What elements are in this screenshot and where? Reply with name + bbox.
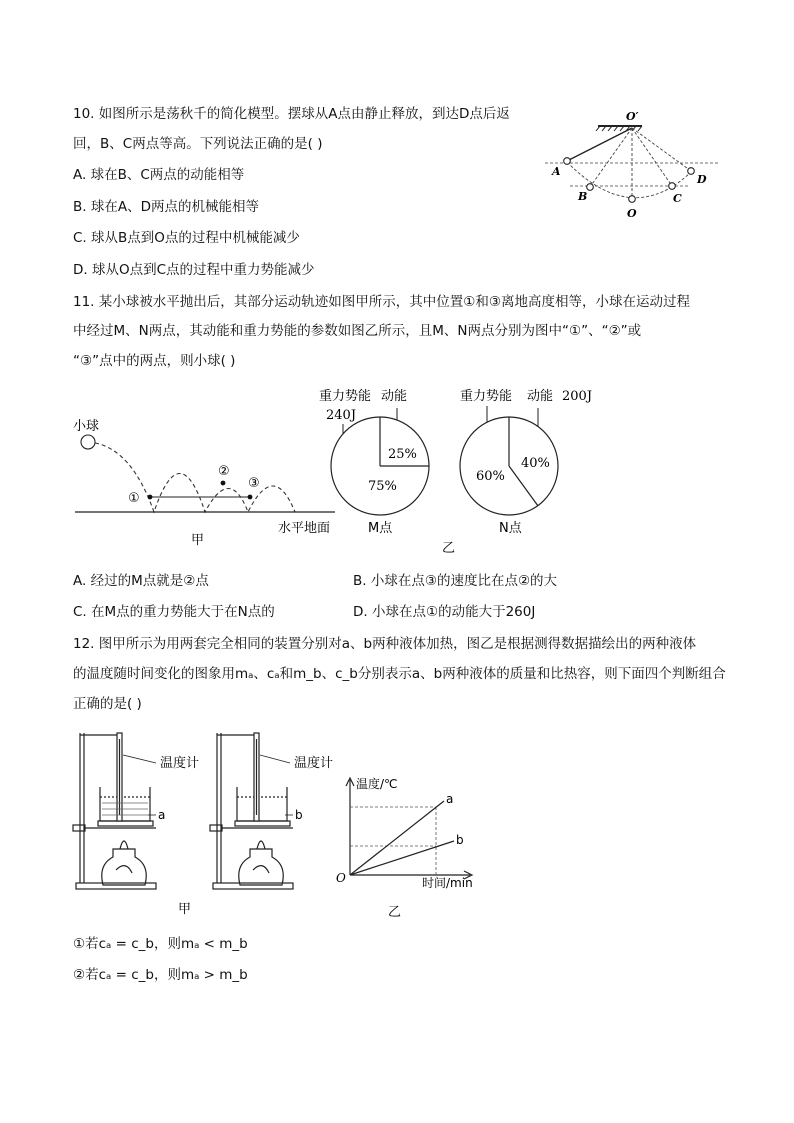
q11-option-d[interactable]: D. 小球在点①的动能大于260J	[353, 604, 536, 620]
q11-option-c[interactable]: C. 在M点的重力势能大于在N点的	[73, 604, 275, 620]
trajectory-figure	[70, 410, 340, 550]
position-3: ③	[248, 476, 260, 491]
series-a-label: a	[446, 792, 454, 806]
q12-stem-line-1: 12. 图甲所示为用两套完全相同的装置分别对a、b两种液体加热，图乙是根据测得数据描绘出的两种液体	[73, 636, 697, 652]
q11-stem-line-1: 11. 某小球被水平抛出后，其部分运动轨迹如图甲所示，其中位置①和③离地高度相等，小球在运动过程	[73, 294, 690, 310]
m-ke-label: 动能	[381, 389, 408, 404]
n-ke-label: 动能	[527, 389, 554, 404]
q10-option-c[interactable]: C. 球从B点到O点的过程中机械能减少	[73, 230, 300, 246]
graph-ylabel: 温度/℃	[356, 777, 398, 791]
n-ke-value: 200J	[562, 389, 593, 404]
q10-option-d[interactable]: D. 球从O点到C点的过程中重力势能减少	[73, 262, 315, 278]
ball-label: 小球	[73, 419, 100, 434]
caption-yi: 乙	[442, 541, 456, 556]
thermometer-label-a: 温度计	[160, 756, 200, 771]
label-c: C	[673, 192, 682, 205]
q12-statement-2: ②若cₐ = c_b，则mₐ > m_b	[73, 967, 248, 983]
n-ke-percent: 40%	[521, 456, 550, 471]
m-pe-label: 重力势能	[319, 389, 372, 404]
liquid-a-label: a	[158, 808, 166, 822]
series-a-line	[350, 801, 444, 875]
q11-stem-line-3: “③”点中的两点，则小球( )	[73, 353, 236, 369]
graph-xlabel: 时间/min	[422, 876, 473, 890]
liquid-b-label: b	[295, 808, 303, 822]
energy-pie-figure	[310, 380, 610, 560]
q10-stem-line-2: 回，B、C两点等高。下列说法正确的是( )	[73, 136, 323, 152]
m-ke-percent: 25%	[388, 447, 417, 462]
label-pivot: O′	[626, 110, 639, 123]
label-d: D	[697, 173, 707, 186]
q11-option-b[interactable]: B. 小球在点③的速度比在点②的大	[353, 573, 558, 589]
caption-yi-graph: 乙	[388, 905, 402, 920]
label-b: B	[578, 190, 588, 203]
graph-origin: O	[336, 871, 346, 885]
q10-option-b[interactable]: B. 球在A、D两点的机械能相等	[73, 199, 259, 215]
q12-statement-1: ①若cₐ = c_b，则mₐ < m_b	[73, 936, 248, 952]
temperature-graph	[330, 770, 490, 920]
m-pe-value: 240J	[326, 408, 357, 423]
q11-stem-line-2: 中经过M、N两点，其动能和重力势能的参数如图乙所示，且M、N两点分别为图中“①”、“②”或	[73, 323, 642, 339]
caption-jia-apparatus: 甲	[178, 902, 192, 917]
label-a: A	[552, 165, 561, 178]
position-1: ①	[128, 491, 140, 506]
heating-apparatus-figure	[68, 725, 358, 920]
label-o: O	[627, 207, 637, 220]
series-b-label: b	[456, 833, 464, 847]
n-pe-label: 重力势能	[460, 389, 513, 404]
q12-stem-line-3: 正确的是( )	[73, 696, 142, 712]
n-point-label: N点	[499, 521, 522, 536]
m-pe-percent: 75%	[368, 479, 397, 494]
caption-jia: 甲	[191, 533, 205, 548]
q12-stem-line-2: 的温度随时间变化的图象用mₐ、cₐ和m_b、c_b分别表示a、b两种液体的质量和比热容，则下面四个判断组合	[73, 666, 726, 682]
q11-option-a[interactable]: A. 经过的M点就是②点	[73, 573, 209, 589]
swing-figure	[540, 100, 720, 225]
m-point-label: M点	[368, 521, 393, 536]
n-pe-percent: 60%	[476, 469, 505, 484]
position-2: ②	[218, 464, 230, 479]
q10-option-a[interactable]: A. 球在B、C两点的动能相等	[73, 167, 245, 183]
q10-stem-line-1: 10. 如图所示是荡秋千的简化模型。摆球从A点由静止释放，到达D点后返	[73, 106, 510, 122]
thermometer-label-b: 温度计	[294, 756, 334, 771]
ground-label: 水平地面	[278, 521, 331, 536]
